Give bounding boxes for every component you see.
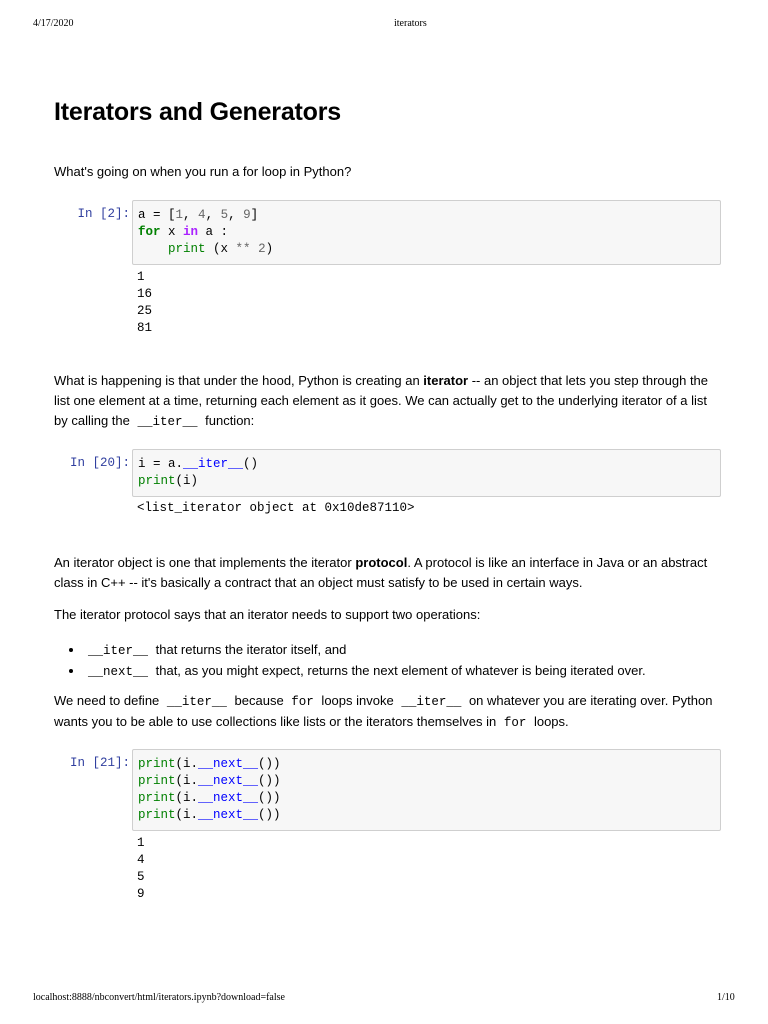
code-text: (i. xyxy=(175,774,199,788)
text: that, as you might expect, returns the next element of whatever is being iterated over. xyxy=(152,663,646,678)
list-item xyxy=(84,661,646,682)
code-input[interactable] xyxy=(132,449,721,497)
code-text: (i. xyxy=(175,757,199,771)
code-text: ()) xyxy=(258,808,281,822)
code-method: __next__ xyxy=(198,757,259,771)
output-line: 5 xyxy=(137,870,145,884)
cell-output xyxy=(137,835,145,903)
operations-list xyxy=(54,640,646,682)
code-builtin: print xyxy=(168,242,206,256)
output-line: 4 xyxy=(137,853,145,867)
code-text: ()) xyxy=(258,757,281,771)
page-title: Iterators and Generators xyxy=(54,98,341,126)
inline-code: for xyxy=(503,716,527,730)
code-text: ()) xyxy=(258,774,281,788)
inline-code: __iter__ xyxy=(88,644,149,658)
code-text: a : xyxy=(198,225,229,239)
output-line: 81 xyxy=(137,321,153,335)
code-number: 9 xyxy=(243,208,251,222)
code-builtin: print xyxy=(138,757,176,771)
code-builtin: print xyxy=(138,774,176,788)
code-text: , xyxy=(183,208,199,222)
output-line: 1 xyxy=(137,270,145,284)
code-method: __next__ xyxy=(198,791,259,805)
code-indent xyxy=(138,242,168,256)
code-text: , xyxy=(228,208,244,222)
print-url: localhost:8888/nbconvert/html/iterators.ipynb?download=false xyxy=(33,992,285,1003)
output-line: <list_iterator object at 0x10de87110> xyxy=(137,501,415,515)
inline-code: __iter__ xyxy=(166,695,227,709)
code-number: 4 xyxy=(198,208,206,222)
text: function: xyxy=(201,413,255,428)
inline-code: __iter__ xyxy=(137,415,198,429)
output-line: 16 xyxy=(137,287,153,301)
code-method: __next__ xyxy=(198,774,259,788)
code-text: i = a. xyxy=(138,457,184,471)
paragraph-operations: The iterator protocol says that an iterator needs to support two operations: xyxy=(54,607,481,622)
code-builtin: print xyxy=(138,808,176,822)
code-text: (x xyxy=(205,242,236,256)
code-builtin: print xyxy=(138,791,176,805)
bold-term: iterator xyxy=(423,373,469,388)
intro-text: What's going on when you run a for loop in Python? xyxy=(54,164,352,179)
paragraph-define-iter xyxy=(54,691,721,733)
code-text: ) xyxy=(265,242,274,256)
inline-code: __next__ xyxy=(88,665,149,679)
code-method: __iter__ xyxy=(183,457,244,471)
code-text: , xyxy=(205,208,221,222)
code-text xyxy=(251,242,259,256)
print-date: 4/17/2020 xyxy=(33,18,74,29)
text: loops. xyxy=(530,714,569,729)
text: . A protocol is like an interface in Java or an abstract class in C++ -- it's basically a contract that an object must satisfy to be used in certain ways. xyxy=(54,555,708,590)
output-line: 1 xyxy=(137,836,145,850)
code-method: __next__ xyxy=(198,808,259,822)
text: An iterator object is one that implements the iterator xyxy=(54,555,356,570)
code-builtin: print xyxy=(138,474,176,488)
list-item xyxy=(84,640,646,661)
bold-term: protocol xyxy=(355,555,408,570)
code-text: ] xyxy=(250,208,259,222)
code-text: () xyxy=(243,457,259,471)
code-text: x xyxy=(160,225,184,239)
code-operator: ** xyxy=(235,242,251,256)
inline-code: for xyxy=(291,695,314,709)
code-keyword: for xyxy=(138,225,161,239)
input-prompt: In [2]: xyxy=(77,207,130,221)
code-keyword: in xyxy=(183,225,199,239)
text: because xyxy=(230,693,288,708)
code-text: (i. xyxy=(175,808,199,822)
text: We need to define xyxy=(54,693,163,708)
text: What is happening is that under the hood, Python is creating an xyxy=(54,373,424,388)
code-text: ()) xyxy=(258,791,281,805)
cell-output xyxy=(137,500,415,517)
text: -- an object that lets you step through the list one element at a time, returning each element as it goes. We can actually get to the underlying iterator of a list by calling the xyxy=(54,373,709,428)
inline-code: __iter__ xyxy=(401,695,462,709)
print-title: iterators xyxy=(394,18,427,29)
code-number: 5 xyxy=(220,208,229,222)
code-number: 1 xyxy=(175,208,184,222)
code-number: 2 xyxy=(258,242,266,256)
output-line: 25 xyxy=(137,304,153,318)
cell-output xyxy=(137,269,152,337)
paragraph-protocol xyxy=(54,553,721,593)
text: on whatever you are iterating over. Python wants you to be able to use collections like lists or the iterators themselves in xyxy=(54,693,713,729)
print-page-number: 1/10 xyxy=(717,992,735,1003)
text: loops invoke xyxy=(317,693,398,708)
output-line: 9 xyxy=(137,887,145,901)
paragraph-iterator xyxy=(54,371,721,432)
code-input[interactable] xyxy=(132,749,721,831)
input-prompt: In [21]: xyxy=(69,756,130,770)
code-text: a = [ xyxy=(138,208,176,222)
input-prompt: In [20]: xyxy=(69,456,130,470)
text: that returns the iterator itself, and xyxy=(152,642,347,657)
code-text: (i) xyxy=(175,474,199,488)
code-input[interactable] xyxy=(132,200,721,265)
code-text: (i. xyxy=(175,791,199,805)
